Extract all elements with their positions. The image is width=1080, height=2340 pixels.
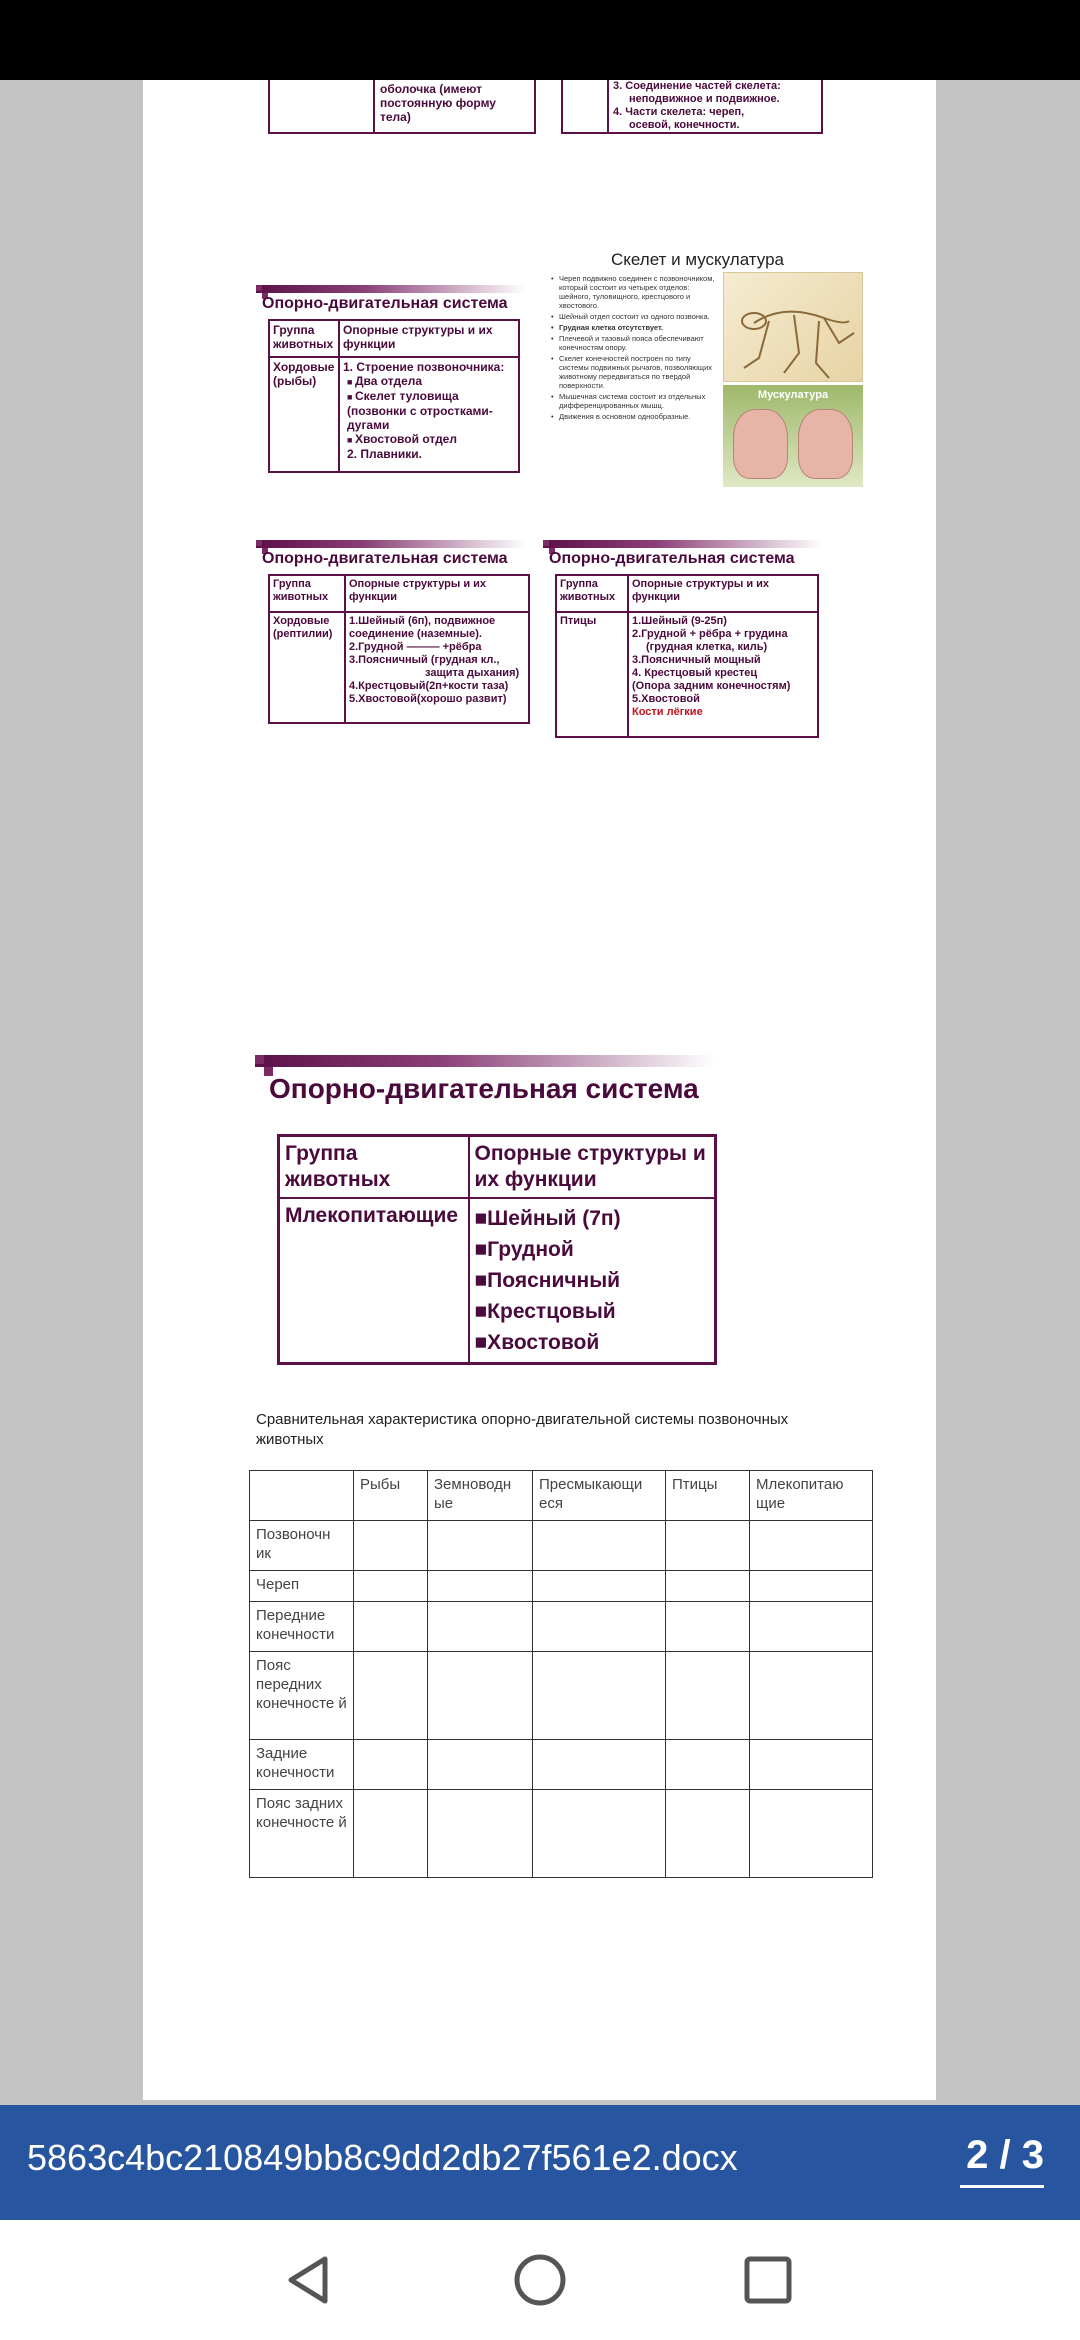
table-cell[interactable] xyxy=(354,1652,428,1740)
slide-table xyxy=(555,574,819,738)
frog-figure xyxy=(798,409,853,479)
fragment-num: 3. xyxy=(613,80,623,92)
fragment-line: осевой, конечности. xyxy=(629,119,740,131)
table-cell[interactable] xyxy=(428,1602,533,1652)
list-item: 4.Крестцовый(2п+кости таза) xyxy=(349,679,509,692)
list-item: 2.Грудной + рёбра + грудина xyxy=(632,627,788,640)
list-item: ■Грудной xyxy=(474,1238,574,1261)
comparison-table xyxy=(249,1470,873,1878)
slide-decoration xyxy=(256,540,526,548)
slide-skeleton xyxy=(543,240,867,490)
slide-fragment-right xyxy=(561,80,825,135)
table-cell[interactable] xyxy=(428,1571,533,1602)
table-header: Группа животных xyxy=(269,575,345,612)
list-item: 5.Хвостовой(хорошо развит) xyxy=(349,692,507,705)
row-label: Пояс передних конечносте й xyxy=(250,1652,354,1740)
list-item: ■Крестцовый xyxy=(474,1300,616,1323)
slide-decoration xyxy=(543,540,823,548)
list-item: • Череп подвижно соединен с позвоночником, который состоит из четырех отделов: шейного, туловищного, крестцового и хвостового. xyxy=(551,274,721,310)
table-cell[interactable] xyxy=(428,1740,533,1790)
slide-table xyxy=(268,319,520,473)
slide-birds xyxy=(543,540,833,750)
list-item: 1.Шейный (9-25п) xyxy=(632,614,727,627)
slide-mammals xyxy=(255,1055,745,1405)
list-item: (грудная клетка, киль) xyxy=(646,640,768,653)
status-bar xyxy=(0,0,1080,80)
slide-title: Скелет и мускулатура xyxy=(611,250,784,269)
slide-decoration xyxy=(256,285,262,291)
row-label: Позвоночн ик xyxy=(250,1521,354,1571)
slide-table xyxy=(277,1134,717,1365)
table-cell[interactable] xyxy=(666,1602,750,1652)
table-header: Группа животных xyxy=(556,575,628,612)
table-row xyxy=(250,1740,873,1790)
table-cell-group: Млекопитающие xyxy=(279,1198,469,1364)
list-item: • Шейный отдел состоит из одного позвонка. xyxy=(551,312,721,321)
table-cell[interactable] xyxy=(666,1652,750,1740)
table-cell[interactable] xyxy=(666,1740,750,1790)
page-indicator-underline xyxy=(960,2185,1044,2188)
table-cell[interactable] xyxy=(750,1521,873,1571)
list-item: (Опора задним конечностям) xyxy=(632,679,791,692)
recents-square-icon[interactable] xyxy=(733,2245,803,2315)
list-item: 3.Поясничный мощный xyxy=(632,653,761,666)
slide-decoration xyxy=(543,540,549,546)
table-cell[interactable] xyxy=(354,1521,428,1571)
table-cell[interactable] xyxy=(428,1521,533,1571)
table-cell[interactable] xyxy=(750,1602,873,1652)
table-header: Опорные структуры и их функции xyxy=(339,320,519,357)
table-cell[interactable] xyxy=(533,1652,666,1740)
list-item: 5.Хвостовой xyxy=(632,692,700,705)
table-cell[interactable] xyxy=(750,1740,873,1790)
list-item: • Движения в основном однообразные. xyxy=(551,412,721,421)
table-cell[interactable] xyxy=(750,1652,873,1740)
fragment-line: тела) xyxy=(380,110,411,124)
list-item: ■Шейный (7п) xyxy=(474,1207,621,1230)
table-cell[interactable] xyxy=(533,1790,666,1878)
table-row xyxy=(250,1790,873,1878)
frog-figure xyxy=(733,409,788,479)
slide-decoration xyxy=(255,1055,264,1064)
list-item: ■ Хвостовой отдел xyxy=(343,432,515,447)
list-item: 1. Строение позвоночника: xyxy=(343,359,505,374)
fragment-line: постоянную форму xyxy=(380,96,496,110)
fragment-line: оболочка (имеют xyxy=(380,82,482,96)
slide-table xyxy=(268,574,530,724)
table-header: Млекопитаю щие xyxy=(750,1471,873,1521)
table-cell[interactable] xyxy=(354,1602,428,1652)
table-cell[interactable] xyxy=(533,1740,666,1790)
slide-title: Опорно-двигательная система xyxy=(262,295,508,312)
fragment-num: 4. xyxy=(613,106,623,118)
musculature-label: Мускулатура xyxy=(757,389,829,401)
back-triangle-icon[interactable] xyxy=(273,2245,343,2315)
slide-decoration xyxy=(256,540,262,546)
slide-title: Опорно-двигательная система xyxy=(269,1073,699,1104)
document-page-1 xyxy=(143,80,936,1055)
list-item: ■Поясничный xyxy=(474,1269,621,1292)
table-header xyxy=(250,1471,354,1521)
list-item: 3.Поясничный (грудная кл., xyxy=(349,653,500,666)
list-item: 4. Крестцовый крестец xyxy=(632,666,758,679)
table-cell[interactable] xyxy=(354,1790,428,1878)
table-header: Группа животных xyxy=(279,1136,469,1199)
table-cell[interactable] xyxy=(354,1571,428,1602)
table-cell[interactable] xyxy=(666,1521,750,1571)
slide-decoration xyxy=(255,1055,715,1067)
slide-title: Опорно-двигательная система xyxy=(549,550,795,567)
table-cell[interactable] xyxy=(533,1602,666,1652)
table-cell[interactable] xyxy=(533,1521,666,1571)
table-row xyxy=(250,1602,873,1652)
slide-fragment-left xyxy=(268,80,538,135)
list-item: ■ Скелет туловища (позвонки с отростками-дугами xyxy=(343,389,515,432)
list-item: • Грудная клетка отсутствует. xyxy=(551,323,721,332)
list-item: ■ Два отдела xyxy=(343,374,515,389)
list-item: 1.Шейный (6п), подвижное соединение (наземные). xyxy=(349,614,496,640)
document-viewer[interactable] xyxy=(0,80,1080,2105)
musculature-image xyxy=(723,385,863,487)
list-item: ■Хвостовой xyxy=(474,1331,600,1354)
table-cell[interactable] xyxy=(428,1652,533,1740)
table-row xyxy=(250,1652,873,1740)
document-page-2 xyxy=(143,978,936,2100)
list-item: 2.Грудной ——— +рёбра xyxy=(349,640,482,653)
system-navigation-bar xyxy=(0,2220,1080,2340)
list-item: • Мышечная система состоит из отдельных дифференцированных мышц. xyxy=(551,392,721,410)
table-cell[interactable] xyxy=(533,1571,666,1602)
table-header: Птицы xyxy=(666,1471,750,1521)
fragment-line: неподвижное и подвижное. xyxy=(629,93,780,105)
slide-title: Опорно-двигательная система xyxy=(262,550,508,567)
table-cell[interactable] xyxy=(428,1790,533,1878)
table-header: Опорные структуры и их функции xyxy=(345,575,529,612)
page-indicator[interactable]: 2 / 3 xyxy=(966,2133,1044,2177)
table-header: Земноводн ые xyxy=(428,1471,533,1521)
table-cell[interactable] xyxy=(666,1571,750,1602)
table-cell-group: Хордовые (рептилии) xyxy=(269,612,345,723)
list-item: • Плечевой и тазовый пояса обеспечивают конечностям опору. xyxy=(551,334,721,352)
slide-reptiles xyxy=(256,540,536,740)
document-info-bar xyxy=(0,2105,1080,2220)
table-cell[interactable] xyxy=(354,1740,428,1790)
table-cell[interactable] xyxy=(750,1571,873,1602)
row-label: Задние конечности xyxy=(250,1740,354,1790)
table-cell[interactable] xyxy=(750,1790,873,1878)
frog-skeleton-image xyxy=(723,272,863,382)
list-item: защита дыхания) xyxy=(425,666,520,679)
fragment-line: Части скелета: череп, xyxy=(625,106,745,118)
table-row xyxy=(250,1571,873,1602)
home-circle-icon[interactable] xyxy=(505,2245,575,2315)
table-header: Опорные структуры и их функции xyxy=(469,1136,716,1199)
row-label: Череп xyxy=(250,1571,354,1602)
slide-fish xyxy=(256,285,536,485)
table-cell[interactable] xyxy=(666,1790,750,1878)
list-item: • Скелет конечностей построен по типу системы подвижных рычагов, позволяющих животному передвигаться по твердой поверхности. xyxy=(551,354,721,390)
skeleton-list xyxy=(551,274,721,423)
slide-decoration xyxy=(256,285,526,293)
row-label: Пояс задних конечносте й xyxy=(250,1790,354,1878)
table-header: Опорные структуры и их функции xyxy=(628,575,818,612)
table-cell-group: Птицы xyxy=(556,612,628,738)
table-header: Пресмыкающи еся xyxy=(533,1471,666,1521)
table-header: Рыбы xyxy=(354,1471,428,1521)
fragment-line: Соединение частей скелета: xyxy=(625,80,781,92)
red-note: Кости лёгкие xyxy=(632,705,703,718)
list-item: 2. Плавники. xyxy=(347,446,422,461)
table-caption: Сравнительная характеристика опорно-двигательной системы позвоночных животных xyxy=(256,1411,789,1448)
row-label: Передние конечности xyxy=(250,1602,354,1652)
table-header: Группа животных xyxy=(269,320,339,357)
file-name: 5863c4bc210849bb8c9dd2db27f561e2.docx xyxy=(27,2137,738,2178)
table-cell-group: Хордовые (рыбы) xyxy=(269,357,339,472)
table-row xyxy=(250,1521,873,1571)
